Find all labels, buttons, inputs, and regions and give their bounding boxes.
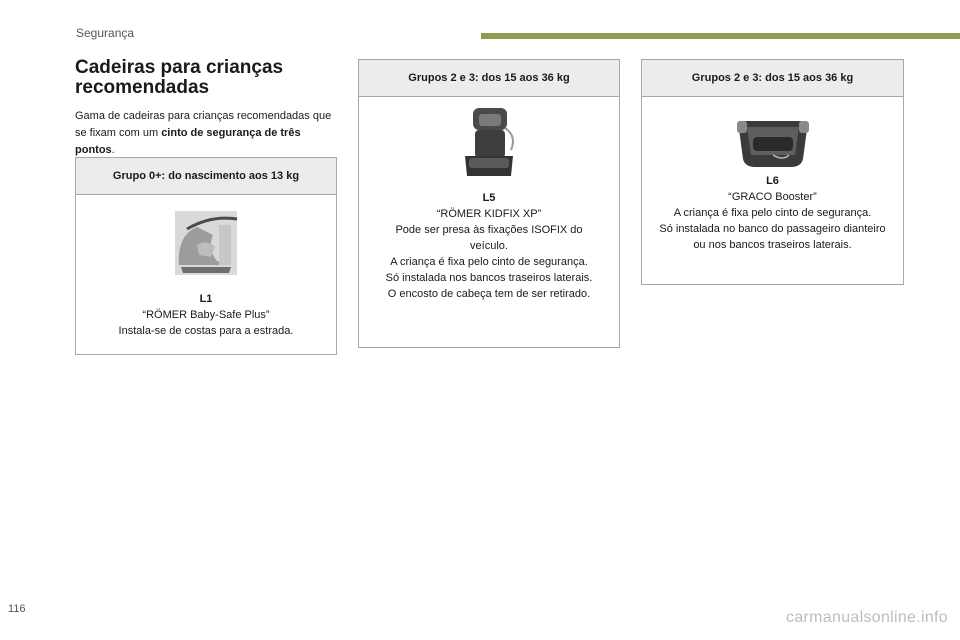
page-number: 116 [8,603,26,615]
booster-cushion-image [733,115,813,171]
card-heading: Grupos 2 e 3: dos 15 aos 36 kg [359,60,619,97]
seat-code: L5 [482,192,496,204]
card-body [76,205,336,339]
section-accent-bar [481,33,960,39]
booster-seat-with-backrest-image [459,106,519,182]
card-heading: Grupos 2 e 3: dos 15 aos 36 kg [642,60,903,97]
seat-line: Só instalada no banco do passageiro dianteiro ou nos bancos traseiros laterais. [659,223,886,251]
section-label: Segurança [76,26,135,40]
seat-card-l1 [75,157,337,355]
seat-line: “RÖMER KIDFIX XP” [436,208,542,220]
seat-line: A criança é fixa pelo cinto de segurança. [390,256,588,268]
seat-card-l6 [641,59,904,285]
intro-text-end: . [111,144,115,156]
seat-line: Só instalada nos bancos traseiros laterais. [385,272,593,284]
seat-line: O encosto de cabeça tem de ser retirado. [387,288,591,300]
seat-line: Pode ser presa às fixações ISOFIX do veículo. [395,224,583,252]
seat-line: “GRACO Booster” [728,191,817,203]
page-title-line-2: recomendadas [75,77,210,98]
page-title-line-1: Cadeiras para crianças [75,57,284,78]
seat-line: Instala-se de costas para a estrada. [118,325,294,337]
watermark: carmanualsonline.info [786,609,948,626]
seat-line: “RÖMER Baby-Safe Plus” [142,309,270,321]
intro-bold-text: cinto de segurança de três pontos [75,127,301,156]
page-title [75,58,283,98]
card-body [359,106,619,302]
intro-text: Gama de cadeiras para crianças recomendadas que se fixam com um [75,110,332,139]
intro-paragraph [75,108,337,159]
card-heading: Grupo 0+: do nascimento aos 13 kg [76,158,336,195]
seat-card-l5 [358,59,620,348]
card-body [642,115,903,253]
seat-code: L1 [199,293,213,305]
baby-carrier-seat-image [167,205,245,281]
seat-code: L6 [766,175,779,187]
seat-line: A criança é fixa pelo cinto de segurança. [673,207,872,219]
